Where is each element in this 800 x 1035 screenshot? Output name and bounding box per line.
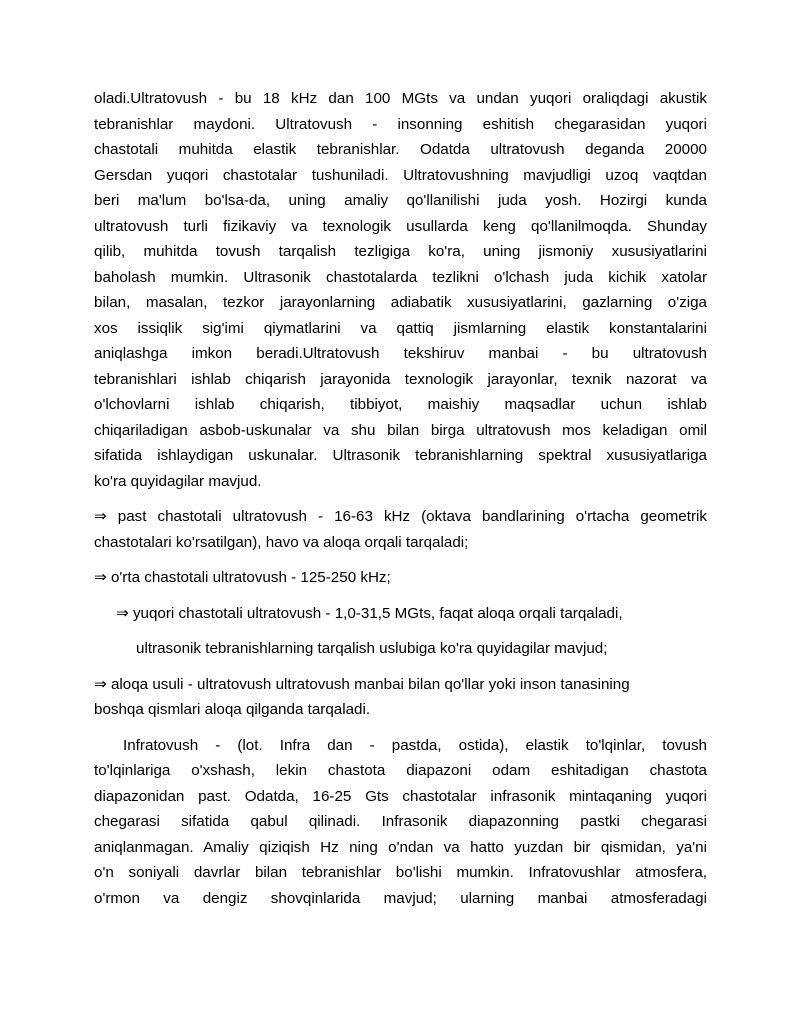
text-line: chastotalari ko'rsatilgan), havo va aloqa orqali tarqaladi; — [94, 533, 469, 551]
bullet-mid-frequency — [94, 565, 707, 591]
text-line: beri ma'lum bo'lsa-da, uning amaliy qo'llanilishi juda yosh. Hozirgi kunda — [94, 192, 707, 209]
text-line: ultrasonik tebranishlarning tarqalish uslubiga ko'ra quyidagilar mavjud; — [136, 640, 608, 657]
text-line: o'lchovlarni ishlab chiqarish, tibbiyot, maishiy maqsadlar uchun ishlab — [94, 396, 707, 413]
text-line: o'n soniyali davrlar bilan tebranishlar bo'lishi mumkin. Infratovushlar atmosfera, — [94, 864, 707, 881]
text-line: ⇒ yuqori chastotali ultratovush - 1,0-31,5 MGts, faqat aloqa orqali tarqaladi, — [116, 604, 623, 622]
text-line: ko'ra quyidagilar mavjud. — [94, 472, 262, 490]
text-line: aniqlashga imkon beradi.Ultratovush tekshiruv manbai - bu ultratovush — [94, 345, 707, 362]
propagation-note — [94, 636, 707, 662]
text-line: xos issiqlik sig'imi qiymatlarini va qattiq jismlarning elastik konstantalarini — [94, 319, 707, 337]
document-body — [94, 86, 707, 921]
text-line: qilib, muhitda tovush tarqalish tezligiga ko'ra, uning jismoniy xususiyatlarini — [94, 243, 707, 260]
text-line: Gersdan yuqori chastotalar tushuniladi. Ultratovushning mavjudligi uzoq vaqtdan — [94, 166, 707, 184]
bullet-contact-method — [94, 672, 707, 723]
text-line: to'lqinlariga o'xshash, lekin chastota diapazoni odam eshitadigan chastota — [94, 762, 707, 779]
text-line: bilan, masalan, tezkor jarayonlarning adiabatik xususiyatlarini, gazlarning o'ziga — [94, 294, 707, 311]
text-line: ⇒ aloqa usuli - ultratovush ultratovush manbai bilan qo'llar yoki inson tanasining — [94, 675, 630, 693]
text-line: o'rmon va dengiz shovqinlarida mavjud; ularning manbai atmosferadagi — [94, 889, 707, 907]
text-line: boshqa qismlari aloqa qilganda tarqaladi. — [94, 701, 371, 718]
text-line: Infratovush - (lot. Infra dan - pastda, ostida), elastik to'lqinlar, tovush — [123, 736, 707, 754]
text-line: chastotali muhitda elastik tebranishlar. Odatda ultratovush deganda 20000 — [94, 141, 707, 158]
text-line: chiqariladigan asbob-uskunalar va shu bilan birga ultratovush mos keladigan omil — [94, 421, 707, 439]
text-line: sifatida ishlaydigan uskunalar. Ultrasonik tebranishlarning spektral xususiyatlariga — [94, 447, 707, 464]
text-line: baholash mumkin. Ultrasonik chastotalarda tezlikni o'lchash juda kichik xatolar — [94, 268, 707, 286]
text-line: tebranishlari ishlab chiqarish jarayonida texnologik jarayonlar, texnik nazorat va — [94, 370, 707, 388]
text-line: tebranishlar maydoni. Ultratovush - insonning eshitish chegarasidan yuqori — [94, 115, 707, 133]
paragraph-ultrasound-intro — [94, 86, 707, 494]
text-line: ⇒ past chastotali ultratovush - 16-63 kHz (oktava bandlarining o'rtacha geometrik — [94, 508, 707, 525]
text-line: diapazonidan past. Odatda, 16-25 Gts chastotalar infrasonik mintaqaning yuqori — [94, 787, 707, 805]
paragraph-infrasound — [94, 733, 707, 912]
text-line: ⇒ o'rta chastotali ultratovush - 125-250 kHz; — [94, 569, 391, 586]
text-line: ultratovush turli fizikaviy va texnologik usullarda keng qo'llanilmoqda. Shunday — [94, 217, 707, 235]
text-line: oladi.Ultratovush - bu 18 kHz dan 100 MGts va undan yuqori oraliqdagi akustik — [94, 90, 707, 107]
bullet-high-frequency — [94, 601, 707, 627]
text-line: aniqlanmagan. Amaliy qiziqish Hz ning o'ndan va hatto yuzdan bir qismidan, ya'ni — [94, 838, 707, 856]
bullet-low-frequency — [94, 504, 707, 555]
text-line: chegarasi sifatida qabul qilinadi. Infrasonik diapazonning pastki chegarasi — [94, 813, 707, 830]
